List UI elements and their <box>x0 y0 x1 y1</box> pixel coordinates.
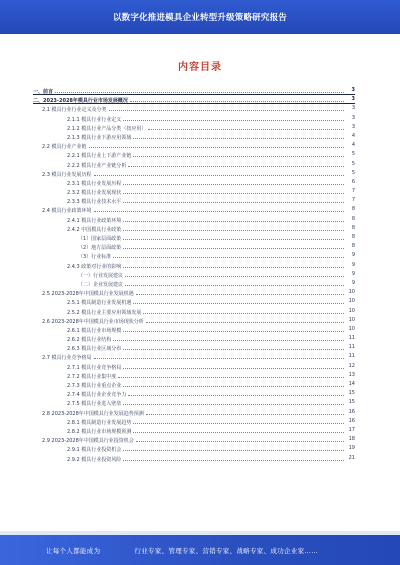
dot-leader <box>123 233 344 240</box>
toc-entry-label: 2.6.2 模具行业结构 <box>67 336 112 345</box>
toc-entry-page-number: 5 <box>351 151 355 158</box>
table-of-contents <box>33 86 355 463</box>
toc-heading: 内容目录 <box>178 62 222 73</box>
toc-entry[interactable] <box>33 307 355 316</box>
footer-slogan: 让每个人都能成为 <box>46 546 101 555</box>
toc-entry-label: 2.9 2023-2028年中国模具行业投资机会 <box>42 437 135 446</box>
dot-leader <box>128 160 344 167</box>
header-bar <box>0 0 400 34</box>
toc-entry-page-number: 8 <box>351 206 355 213</box>
dot-leader <box>136 288 344 295</box>
toc-entry-label: 2.9.1 模具行业投资机会 <box>67 446 122 455</box>
dot-leader <box>123 380 344 387</box>
toc-entry-page-number: 11 <box>348 335 355 342</box>
dot-leader <box>123 261 344 268</box>
toc-entry-page-number: 10 <box>348 307 355 314</box>
toc-entry-label: 2.1.1 模具行业行业定义 <box>67 116 122 125</box>
toc-entry-label: （二）企业发展建议 <box>78 281 124 290</box>
toc-entry-label: 2.4.1 模具行业政策环境 <box>67 217 122 226</box>
dot-leader <box>123 444 344 451</box>
dot-leader <box>123 114 344 121</box>
toc-entry[interactable] <box>33 417 355 426</box>
toc-entry[interactable] <box>33 371 355 380</box>
toc-entry[interactable] <box>33 86 355 95</box>
toc-entry[interactable] <box>33 444 355 453</box>
toc-entry-label: 2.5.2 模具行业主要应用领域发展 <box>67 309 142 318</box>
footer-bar <box>0 535 400 565</box>
toc-entry-label: 2.3 模具行业发展历程 <box>42 171 93 180</box>
dot-leader <box>146 316 344 323</box>
toc-entry-page-number: 15 <box>348 390 355 397</box>
toc-entry-page-number: 8 <box>351 224 355 231</box>
toc-entry-page-number: 4 <box>351 132 355 139</box>
dot-leader <box>113 334 344 341</box>
dot-leader <box>123 343 344 350</box>
toc-entry-page-number: 10 <box>348 298 355 305</box>
toc-entry[interactable] <box>33 343 355 352</box>
toc-entry[interactable] <box>33 426 355 435</box>
toc-entry-page-number: 21 <box>348 454 355 461</box>
toc-entry[interactable] <box>33 435 355 444</box>
toc-entry-page-number: 17 <box>348 426 355 433</box>
toc-entry[interactable] <box>33 160 355 169</box>
toc-entry-page-number: 16 <box>348 408 355 415</box>
toc-entry[interactable] <box>33 380 355 389</box>
toc-entry[interactable] <box>33 398 355 407</box>
toc-entry-page-number: 3 <box>351 87 355 93</box>
toc-entry[interactable] <box>33 104 355 113</box>
dot-leader <box>89 141 344 148</box>
toc-entry[interactable] <box>33 408 355 417</box>
toc-entry-page-number: 9 <box>351 270 355 277</box>
toc-entry-label: 2.1.2 模具行业产品分类（按应用） <box>67 125 147 134</box>
dot-leader <box>123 215 344 222</box>
report-title: 以数字化推进模具企业转型升级策略研究报告 <box>112 13 287 23</box>
toc-entry-label: 一、前言 <box>33 88 54 97</box>
toc-entry-label: 2.6.3 模具行业区域分布 <box>67 345 122 354</box>
toc-entry-label: （一）行业发展建议 <box>78 272 124 281</box>
toc-entry-label: 2.5.1 模具制造行业发展机遇 <box>67 299 132 308</box>
toc-entry-page-number: 19 <box>348 445 355 452</box>
dot-leader <box>55 86 344 93</box>
toc-entry-label: 2.3.2 模具行业发展现状 <box>67 189 122 198</box>
dot-leader <box>94 352 344 359</box>
toc-entry-label: 2.7.3 模具行业重点企业 <box>67 382 122 391</box>
toc-entry-label: 2.2.1 模具行业上下游产业链 <box>67 152 132 161</box>
dot-leader <box>125 279 344 286</box>
dot-leader <box>109 104 344 111</box>
toc-entry-page-number: 10 <box>348 316 355 323</box>
dot-leader <box>123 398 344 405</box>
dot-leader <box>123 224 344 231</box>
toc-entry[interactable] <box>33 178 355 187</box>
toc-entry-label: 2.1.3 模具行业下游应用领域 <box>67 134 132 143</box>
toc-entry[interactable] <box>33 196 355 205</box>
dot-leader <box>133 132 344 139</box>
toc-entry[interactable] <box>33 141 355 150</box>
toc-entry[interactable] <box>33 316 355 325</box>
dot-leader <box>113 251 344 258</box>
toc-entry-page-number: 9 <box>351 279 355 286</box>
toc-entry[interactable] <box>33 454 355 463</box>
toc-entry-label: （1）国家层面政策 <box>78 235 122 244</box>
toc-entry-page-number: 12 <box>348 362 355 369</box>
toc-entry-page-number: 8 <box>351 215 355 222</box>
footer-tagline: 行业专家、管理专家、营销专家、战略专家、成功企业家…… <box>134 546 319 555</box>
toc-entry[interactable] <box>33 352 355 361</box>
toc-entry-label: 2.2.2 模具行业产业链分析 <box>67 162 127 171</box>
toc-entry-label: 2.5 2023-2028年中国模具行业发展机遇 <box>42 290 135 299</box>
toc-entry-page-number: 18 <box>348 436 355 443</box>
toc-entry-label: 2.4.3 政策对行业的影响 <box>67 263 122 272</box>
toc-entry-label: 2.7.1 模具行业竞争格局 <box>67 364 122 373</box>
toc-entry-page-number: 3 <box>351 123 355 130</box>
toc-entry-label: 2.6.1 模具行业市场规模 <box>67 327 122 336</box>
toc-entry-label: （2）地方层面政策 <box>78 244 122 253</box>
toc-entry-label: 2.3.3 模具行业技术水平 <box>67 198 122 207</box>
toc-entry[interactable] <box>33 297 355 306</box>
toc-entry-label: 2.9.2 模具行业投资风险 <box>67 456 122 465</box>
toc-entry-page-number: 4 <box>351 142 355 149</box>
toc-entry-label: 2.8.1 模具制造行业发展趋势 <box>67 419 132 428</box>
toc-entry[interactable] <box>33 279 355 288</box>
toc-entry-label: 2.3.1 模具行业发展历程 <box>67 180 122 189</box>
dot-leader <box>123 187 344 194</box>
toc-entry[interactable] <box>33 288 355 297</box>
toc-entry-page-number: 3 <box>351 96 355 103</box>
toc-entry-page-number: 10 <box>348 289 355 296</box>
toc-entry[interactable] <box>33 123 355 132</box>
toc-entry[interactable] <box>33 251 355 260</box>
toc-entry-page-number: 8 <box>351 243 355 250</box>
toc-entry[interactable] <box>33 95 355 104</box>
toc-entry[interactable] <box>33 150 355 159</box>
dot-leader <box>133 417 344 424</box>
toc-entry-label: 2.4 模具行业政策环境 <box>42 207 93 216</box>
toc-entry-label: 2.8 2023-2028年中国模具行业发展趋势预测 <box>42 410 145 419</box>
toc-entry-page-number: 6 <box>351 178 355 185</box>
toc-entry-page-number: 13 <box>348 371 355 378</box>
toc-entry-page-number: 9 <box>351 252 355 259</box>
toc-entry[interactable] <box>33 242 355 251</box>
dot-leader <box>123 362 344 369</box>
toc-entry[interactable] <box>33 325 355 334</box>
toc-entry[interactable] <box>33 362 355 371</box>
dot-leader <box>133 426 344 433</box>
toc-entry-label: 2.7.2 模具行业集中度 <box>67 373 117 382</box>
toc-entry[interactable] <box>33 169 355 178</box>
toc-entry-label: （3）行业标准 <box>78 253 112 262</box>
dot-leader <box>94 169 344 176</box>
toc-entry-page-number: 15 <box>348 399 355 406</box>
dot-leader <box>130 95 344 102</box>
toc-entry-page-number: 7 <box>351 197 355 204</box>
toc-entry[interactable] <box>33 334 355 343</box>
toc-entry-label: 2.7 模具行业竞争格局 <box>42 354 93 363</box>
toc-entry-page-number: 3 <box>351 114 355 121</box>
dot-leader <box>146 408 344 415</box>
toc-entry[interactable] <box>33 187 355 196</box>
toc-entry-page-number: 10 <box>348 325 355 332</box>
dot-leader <box>136 435 344 442</box>
toc-entry-line <box>67 454 345 465</box>
toc-entry-page-number: 3 <box>351 105 355 112</box>
dot-leader <box>123 196 344 203</box>
dot-leader <box>125 270 344 277</box>
toc-entry-label: 2.2 模具行业产业链 <box>42 143 88 152</box>
dot-leader <box>94 205 344 212</box>
dot-leader <box>123 325 344 332</box>
dot-leader <box>133 297 344 304</box>
toc-entry-label: 2.6 2023-2028年中国模具行业市场现状分析 <box>42 318 145 327</box>
toc-entry[interactable] <box>33 261 355 270</box>
toc-entry-label: 2.7.4 模具行业企业竞争力 <box>67 391 127 400</box>
toc-entry[interactable] <box>33 114 355 123</box>
toc-entry-page-number: 14 <box>348 381 355 387</box>
toc-entry[interactable] <box>33 224 355 233</box>
toc-entry-page-number: 11 <box>348 344 355 351</box>
toc-entry[interactable] <box>33 270 355 279</box>
toc-entry[interactable] <box>33 233 355 242</box>
dot-leader <box>123 454 344 461</box>
dot-leader <box>133 150 344 157</box>
toc-entry-page-number: 5 <box>351 160 355 167</box>
toc-entry[interactable] <box>33 389 355 398</box>
dot-leader <box>123 178 344 185</box>
toc-entry[interactable] <box>33 205 355 214</box>
toc-entry-page-number: 16 <box>348 417 355 424</box>
dot-leader <box>128 389 344 396</box>
toc-entry-label: 2.1 模具行业行业定义及分类 <box>42 106 108 115</box>
dot-leader <box>123 242 344 249</box>
dot-leader <box>118 371 344 378</box>
toc-entry-page-number: 5 <box>351 169 355 176</box>
toc-entry-page-number: 9 <box>351 261 355 268</box>
toc-entry-label: 二、2023-2028年模具行业市场发展概况 <box>33 97 129 106</box>
toc-entry-page-number: 11 <box>348 353 355 360</box>
dot-leader <box>143 307 344 314</box>
toc-entry-page-number: 7 <box>351 188 355 195</box>
toc-entry-label: 2.7.5 模具行业进入壁垒 <box>67 400 122 409</box>
toc-entry[interactable] <box>33 132 355 141</box>
toc-entry[interactable] <box>33 215 355 224</box>
toc-entry-page-number: 8 <box>351 234 355 240</box>
dot-leader <box>148 123 344 130</box>
toc-entry-label: 2.4.2 中国模具行业政策 <box>67 226 122 235</box>
toc-entry-label: 2.8.2 模具行业市场规模预测 <box>67 428 132 437</box>
